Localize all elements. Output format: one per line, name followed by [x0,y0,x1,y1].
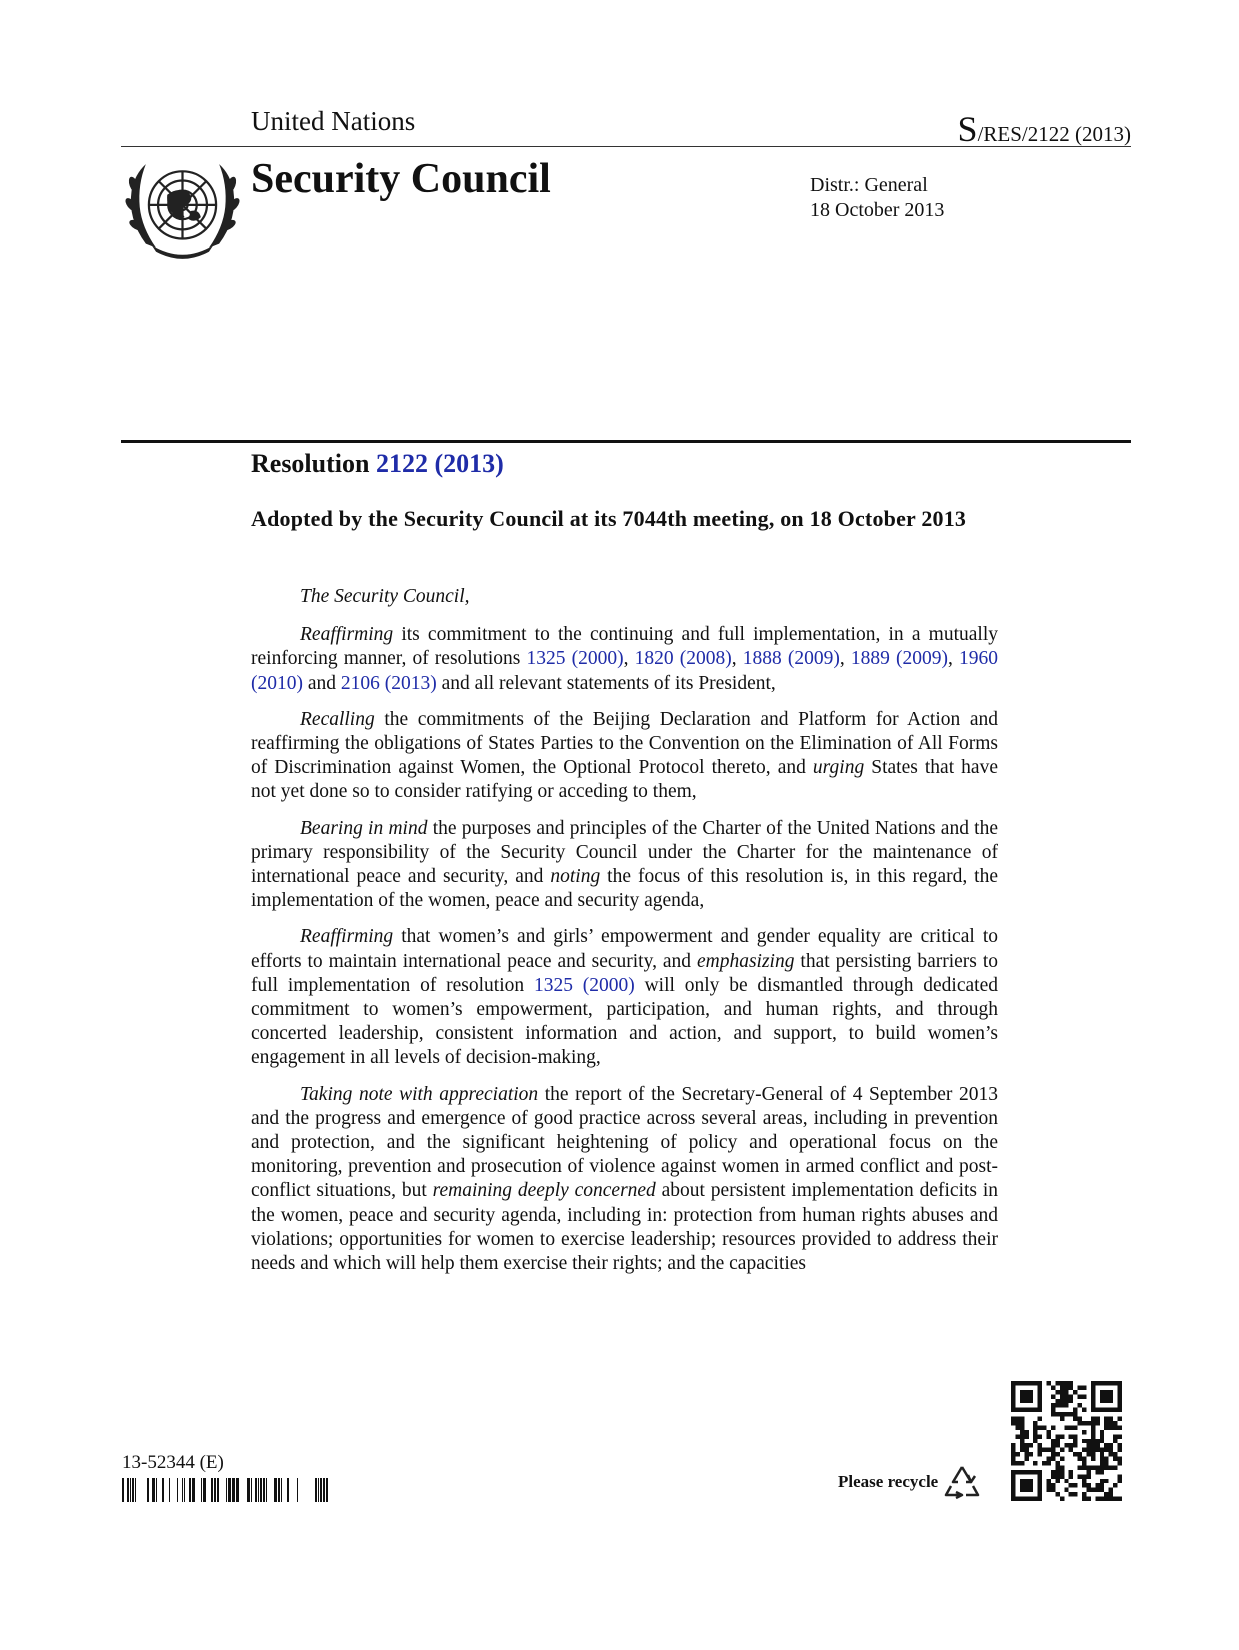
symbol-number: /RES/2122 (2013) [977,122,1131,146]
distribution-label: Distr.: General [810,174,928,196]
document-number: 13-52344 (E) [122,1452,224,1473]
separator: , [839,648,851,670]
un-emblem-icon [121,154,244,266]
council-name: Security Council [251,156,551,202]
operative-verb: Recalling [300,708,375,730]
resolution-link-2106[interactable]: 2106 (2013) [340,672,437,694]
resolution-link-1325[interactable]: 1325 (2000) [526,648,624,670]
paragraph-text: and all relevant statements of its President, [436,672,776,694]
resolution-label: Resolution [251,449,370,478]
separator: , [731,648,743,670]
resolution-number-link[interactable]: 2122 (2013) [375,449,504,478]
symbol-letter: S [957,109,978,149]
operative-verb: Reaffirming [300,926,394,948]
separator: , [948,648,960,670]
preamble-paragraph-1 [251,623,998,696]
paragraph-text: the focus of this resolution is, in this regard, the implementation of the women, peace and security agenda, [251,866,998,912]
resolution-link-1960[interactable]: 1960 (2010) [251,648,999,694]
separator: and [303,672,341,694]
operative-verb: urging [812,757,865,779]
resolution-divider [121,440,1131,443]
resolution-link-1820[interactable]: 1820 (2008) [634,648,732,670]
paragraph-text: the purposes and principles of the Charter of the United Nations and the primary responsibility of the Security Council under the Charter for the maintenance of international peace and security, and [251,817,999,888]
header-divider [121,146,1131,147]
paragraph-text: States that have not yet done so to consider ratifying or acceding to them, [251,757,998,803]
paragraph-text: the commitments of the Beijing Declaration and Platform for Action and reaffirming the obligations of States Parties to the Convention on the Elimination of All Forms of Discrimination against Women, the Optional Protocol thereto, and [251,708,998,779]
preamble-paragraph-4 [251,925,998,1070]
recycle-notice [838,1462,982,1502]
paragraph-text: about persistent implementation deficits in the women, peace and security agenda, including in: protection from human rights abuses and violations; opportunities for women to exercise leadership; resources provided to address their needs and which will help them exercise their rights; and the capacities [251,1180,998,1275]
recycle-label: Please recycle [838,1472,939,1491]
operative-verb: noting [550,866,601,888]
operative-verb: Reaffirming [300,624,394,646]
qr-code-icon [1011,1381,1122,1501]
recycle-icon [942,1462,982,1502]
resolution-link-1889[interactable]: 1889 (2009) [850,648,949,670]
operative-verb: Taking note with appreciation [300,1083,539,1105]
barcode-icon [122,1478,328,1502]
preamble-paragraph-5 [251,1083,998,1277]
paragraph-text: its commitment to the continuing and full implementation, in a mutually reinforcing manner, of resolutions [251,624,998,670]
resolution-body [251,585,998,1288]
separator: , [623,648,635,670]
paragraph-text: that persisting barriers to full implementation of resolution [251,950,998,996]
issue-date: 18 October 2013 [810,199,945,221]
preamble-opening [251,585,998,609]
distribution-block [810,173,944,223]
opening-phrase: The Security Council, [300,586,470,607]
preamble-paragraph-2 [251,708,998,805]
resolution-title [251,449,504,479]
operative-verb: Bearing in mind [300,817,428,839]
paragraph-text: will only be dismantled through dedicated commitment to women’s empowerment, participation, and human rights, and through concerted leadership, consistent information and action, and support, to build women’s engagement in all levels of decision-making, [251,974,998,1069]
document-symbol [958,108,1131,150]
operative-verb: remaining deeply concerned [432,1180,656,1202]
adoption-heading: Adopted by the Security Council at its 7044th meeting, on 18 October 2013 [251,506,967,531]
resolution-link-1325[interactable]: 1325 (2000) [533,974,635,996]
preamble-paragraph-3 [251,817,998,914]
operative-verb: emphasizing [696,950,795,972]
resolution-link-1888[interactable]: 1888 (2009) [742,648,840,670]
paragraph-text: that women’s and girls’ empowerment and gender equality are critical to efforts to maintain international peace and security, and [251,926,998,972]
paragraph-text: the report of the Secretary-General of 4 September 2013 and the progress and emergence of good practice across several areas, including in prevention and protection, and the significant heightening of policy and operational focus on the monitoring, prevention and prosecution of violence against women in armed conflict and post-conflict situations, but [251,1083,998,1202]
organization-name: United Nations [251,106,416,136]
